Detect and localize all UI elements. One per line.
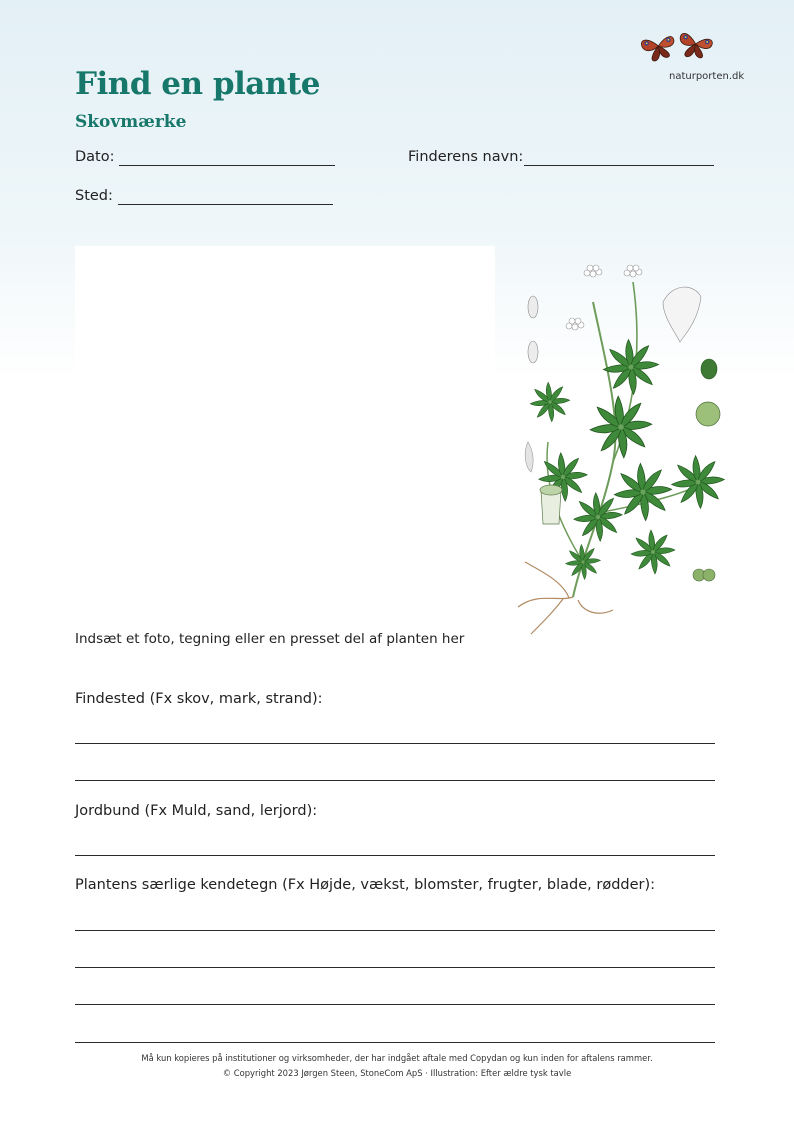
copyright: © Copyright 2023 Jørgen Steen, StoneCom ApS · Illustration: Efter ældre tysk tavle: [222, 1068, 572, 1078]
date-label: Dato:: [75, 149, 115, 165]
soil-label: Jordbund (Fx Muld, sand, lerjord):: [75, 803, 318, 819]
finder-name-field[interactable]: [524, 165, 714, 166]
answer-line[interactable]: [75, 780, 715, 781]
plant-name: Skovmærke: [75, 112, 187, 132]
answer-line[interactable]: [75, 1042, 715, 1043]
answer-line[interactable]: [75, 1004, 715, 1005]
butterfly-icon: [636, 26, 718, 62]
page-title: Find en plante: [75, 66, 320, 102]
woodruff-plant-illustration: [503, 262, 735, 638]
butterfly-left: [641, 34, 678, 62]
site-name: naturporten.dk: [669, 71, 745, 82]
finding-place-label: Findested (Fx skov, mark, strand):: [75, 691, 323, 707]
photo-instruction: Indsæt et foto, tegning eller en presset del af planten her: [75, 631, 465, 647]
photo-insert-area[interactable]: [75, 246, 495, 621]
answer-line[interactable]: [75, 743, 715, 744]
place-field[interactable]: [118, 204, 333, 205]
answer-line[interactable]: [75, 855, 715, 856]
copy-notice: Må kun kopieres på institutioner og virksomheder, der har indgået aftale med Copydan og kun inden for aftalens rammer.: [141, 1053, 653, 1063]
features-label: Plantens særlige kendetegn (Fx Højde, vækst, blomster, frugter, blade, rødder):: [75, 877, 656, 893]
date-field[interactable]: [119, 165, 335, 166]
butterfly-right: [677, 33, 713, 61]
place-label: Sted:: [75, 188, 113, 204]
finder-name-label: Finderens navn:: [408, 149, 524, 165]
answer-line[interactable]: [75, 967, 715, 968]
answer-line[interactable]: [75, 930, 715, 931]
